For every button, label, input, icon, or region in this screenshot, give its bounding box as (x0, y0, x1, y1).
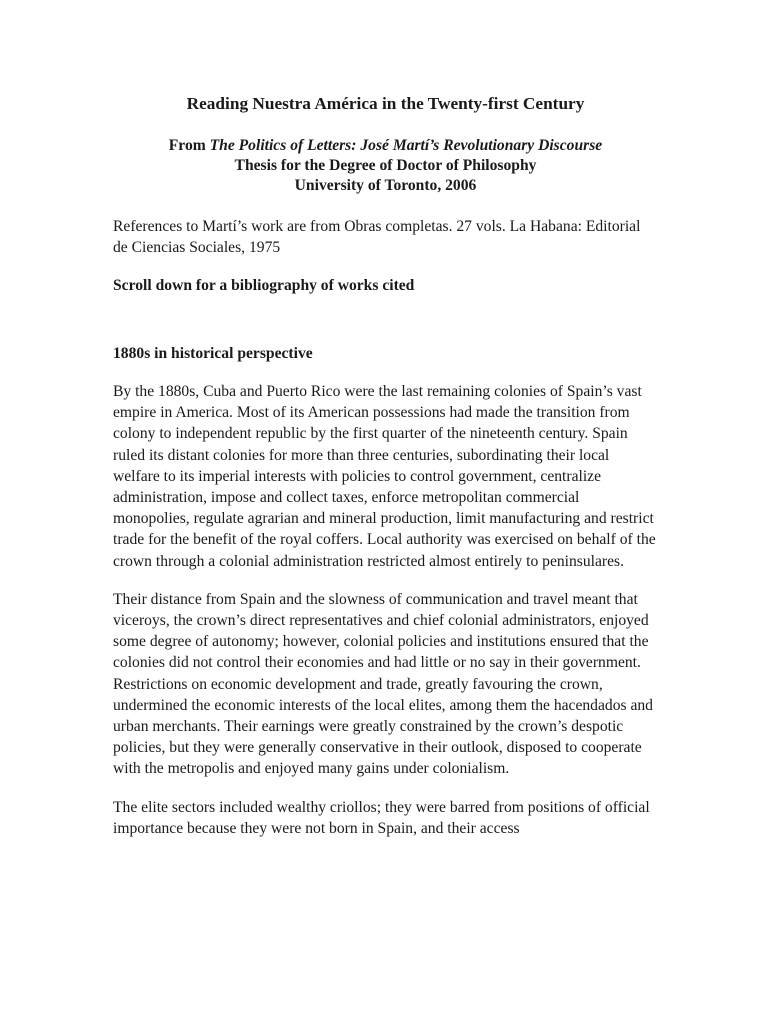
body-paragraph-3: The elite sectors included wealthy criollos; they were barred from positions of official importance because they were not born in Spain, and their access (113, 798, 650, 837)
degree-line: Thesis for the Degree of Doctor of Philosophy (234, 157, 537, 174)
source-prefix: From (168, 137, 210, 154)
document-title: Reading Nuestra América in the Twenty-first Century (186, 94, 585, 113)
document-page (113, 92, 658, 839)
section-heading: 1880s in historical perspective (113, 345, 313, 362)
source-line (113, 136, 658, 156)
bibliography-scroll-note: Scroll down for a bibliography of works cited (113, 277, 415, 294)
university-line: University of Toronto, 2006 (294, 177, 477, 194)
references-note: References to Martí’s work are from Obras completas. 27 vols. La Habana: Editorial de Ciencias Sociales, 1975 (113, 218, 641, 256)
book-title: The Politics of Letters: José Martí’s Revolutionary Discourse (209, 137, 603, 154)
body-paragraph-2: Their distance from Spain and the slowness of communication and travel meant that viceroys, the crown’s direct representatives and chief colonial administrators, enjoyed some degree of autonomy; however, colonial policies and institutions ensured that the colonies did not control their economies and had little or no say in their government. Restrictions on economic development and trade, greatly favouring the crown, undermined the economic interests of the local elites, among them the hacendados and urban merchants. Their earnings were greatly constrained by the crown’s despotic policies, but they were generally conservative in their outlook, disposed to cooperate with the metropolis and enjoyed many gains under colonialism. (113, 590, 653, 778)
body-paragraph-1: By the 1880s, Cuba and Puerto Rico were the last remaining colonies of Spain’s vast empire in America. Most of its American possessions had made the transition from colony to independent republic by the first quarter of the nineteenth century. Spain ruled its distant colonies for more than three centuries, subordinating their local welfare to its imperial interests with policies to control government, centralize administration, impose and collect taxes, enforce metropolitan commercial monopolies, regulate agrarian and mineral production, limit manufacturing and restrict trade for the benefit of the royal coffers. Local authority was exercised on behalf of the crown through a colonial administration restricted almost entirely to peninsulares. (113, 383, 656, 570)
